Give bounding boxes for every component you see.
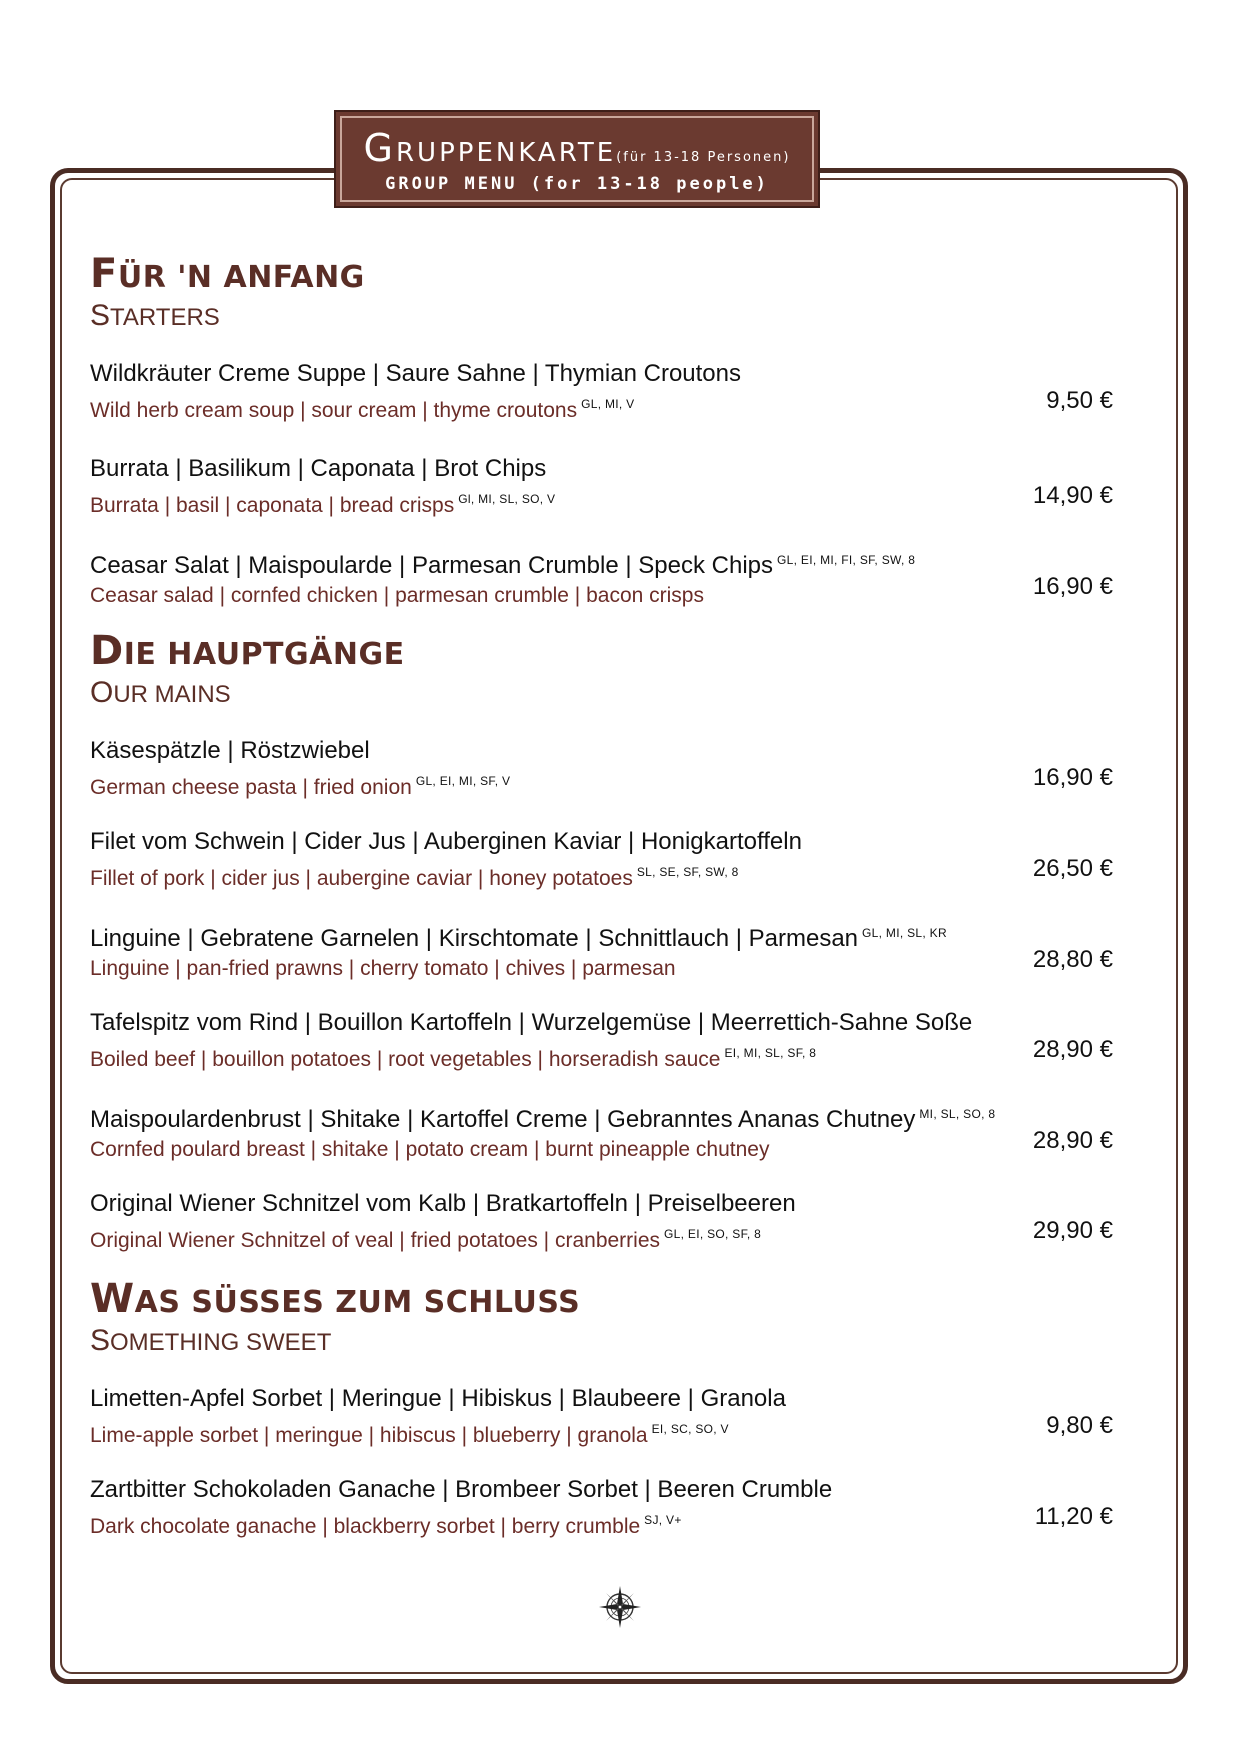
item-name-en: Dark chocolate ganache | blackberry sorbet | berry crumble $^{SJ, V+}$	[90, 1513, 682, 1538]
item-price: 26,50 €	[1032, 855, 1113, 882]
item-name-en: Fillet of pork | cider jus | aubergine caviar | honey potatoes $^{SL, SE, SF, SW, 8}$	[90, 865, 739, 890]
item-price: 16,90 €	[1032, 573, 1113, 600]
allergen-codes: GL, EI, MI, FI, SF, SW, 8	[777, 553, 916, 567]
menu-item	[90, 454, 1130, 521]
menu-item	[90, 1384, 1130, 1451]
item-name-en: German cheese pasta | fried onion $^{GL, EI, MI, SF, V}$	[90, 774, 511, 799]
menu-item	[90, 359, 1130, 426]
item-price: 28,80 €	[1032, 946, 1113, 973]
item-price: 11,20 €	[1034, 1503, 1113, 1530]
header-title: GRUPPENKARTE(für 13-18 Personen)	[363, 126, 791, 170]
menu-item	[90, 1099, 1130, 1165]
allergen-codes: GL, MI, V	[581, 397, 635, 411]
item-name-en: Boiled beef | bouillon potatoes | root vegetables | horseradish sauce $^{EI, MI, SL, SF, 8}$	[90, 1046, 817, 1071]
allergen-codes: GL, MI, SL, KR	[862, 926, 947, 940]
item-name-de: Linguine | Gebratene Garnelen | Kirschtomate | Schnittlauch | Parmesan $^{GL, MI, SL, KR}$	[90, 925, 947, 952]
item-price: 16,90 €	[1032, 764, 1113, 791]
item-name-en: Linguine | pan-fried prawns | cherry tomato | chives | parmesan	[90, 957, 676, 980]
menu-item	[90, 827, 1130, 894]
allergen-codes: MI, SL, SO, 8	[919, 1107, 996, 1121]
item-name-en: Cornfed poulard breast | shitake | potato cream | burnt pineapple chutney	[90, 1138, 770, 1161]
section-title: DIE HAUPTGÄNGE	[90, 628, 405, 674]
item-price: 14,90 €	[1032, 482, 1113, 509]
compass-rose-icon	[598, 1585, 642, 1629]
item-price: 9,80 €	[1046, 1412, 1113, 1439]
item-name-de: Maispoulardenbrust | Shitake | Kartoffel Creme | Gebranntes Ananas Chutney $^{MI, SL, SO, 8}$	[90, 1106, 996, 1133]
allergen-codes: SJ, V+	[644, 1513, 682, 1527]
item-name-de: Zartbitter Schokoladen Ganache | Brombeer Sorbet | Beeren Crumble	[90, 1476, 833, 1503]
section-subtitle: OUR MAINS	[90, 676, 231, 709]
item-name-en: Burrata | basil | caponata | bread crisps $^{Gl, MI, SL, SO, V}$	[90, 492, 556, 517]
item-name-de: Limetten-Apfel Sorbet | Meringue | Hibiskus | Blaubeere | Granola	[90, 1385, 786, 1412]
allergen-codes: EI, MI, SL, SF, 8	[724, 1046, 817, 1060]
item-name-de: Tafelspitz vom Rind | Bouillon Kartoffeln | Wurzelgemüse | Meerrettich-Sahne Soße	[90, 1009, 973, 1036]
section-subtitle: STARTERS	[90, 299, 220, 332]
item-name-de: Filet vom Schwein | Cider Jus | Auberginen Kaviar | Honigkartoffeln	[90, 828, 802, 855]
header-title-note: (für 13-18 Personen)	[616, 150, 791, 165]
item-name-de: Wildkräuter Creme Suppe | Saure Sahne | Thymian Croutons	[90, 360, 741, 387]
allergen-codes: GL, EI, MI, SF, V	[415, 774, 511, 788]
section-starters	[90, 251, 1130, 611]
item-name-en: Wild herb cream soup | sour cream | thyme croutons $^{GL, MI, V}$	[90, 397, 635, 422]
item-name-en: Original Wiener Schnitzel of veal | fried potatoes | cranberries $^{GL, EI, SO, SF, 8}$	[90, 1227, 762, 1252]
menu-item	[90, 1475, 1130, 1542]
item-price: 28,90 €	[1032, 1127, 1113, 1154]
section-title: WAS SÜSSES ZUM SCHLUSS	[90, 1276, 581, 1322]
item-price: 29,90 €	[1032, 1217, 1113, 1244]
menu-item	[90, 545, 1130, 611]
item-price: 9,50 €	[1046, 387, 1113, 414]
item-name-en: Ceasar salad | cornfed chicken | parmesan crumble | bacon crisps	[90, 584, 704, 607]
item-name-de: Käsespätzle | Röstzwiebel	[90, 737, 370, 764]
allergen-codes: GL, EI, SO, SF, 8	[664, 1227, 762, 1241]
allergen-codes: EI, SC, SO, V	[651, 1422, 729, 1436]
menu-item	[90, 1008, 1130, 1075]
item-name-de: Original Wiener Schnitzel vom Kalb | Bratkartoffeln | Preiselbeeren	[90, 1190, 796, 1217]
section-sweets	[90, 1276, 1130, 1542]
item-name-de: Ceasar Salat | Maispoularde | Parmesan Crumble | Speck Chips $^{GL, EI, MI, FI, SF, SW, 8}$	[90, 552, 916, 579]
menu-item	[90, 918, 1130, 984]
menu-item	[90, 1189, 1130, 1256]
allergen-codes: Gl, MI, SL, SO, V	[458, 492, 556, 506]
menu-item	[90, 736, 1130, 803]
header-subtitle: GROUP MENU (for 13-18 people)	[385, 174, 769, 194]
item-name-de: Burrata | Basilikum | Caponata | Brot Chips	[90, 455, 547, 482]
item-price: 28,90 €	[1032, 1036, 1113, 1063]
section-subtitle: SOMETHING SWEET	[90, 1324, 332, 1357]
allergen-codes: SL, SE, SF, SW, 8	[636, 865, 739, 879]
item-name-en: Lime-apple sorbet | meringue | hibiscus | blueberry | granola $^{EI, SC, SO, V}$	[90, 1422, 729, 1447]
section-title: FÜR 'N ANFANG	[90, 251, 365, 297]
section-mains	[90, 628, 1130, 1256]
header-plate	[334, 110, 820, 208]
